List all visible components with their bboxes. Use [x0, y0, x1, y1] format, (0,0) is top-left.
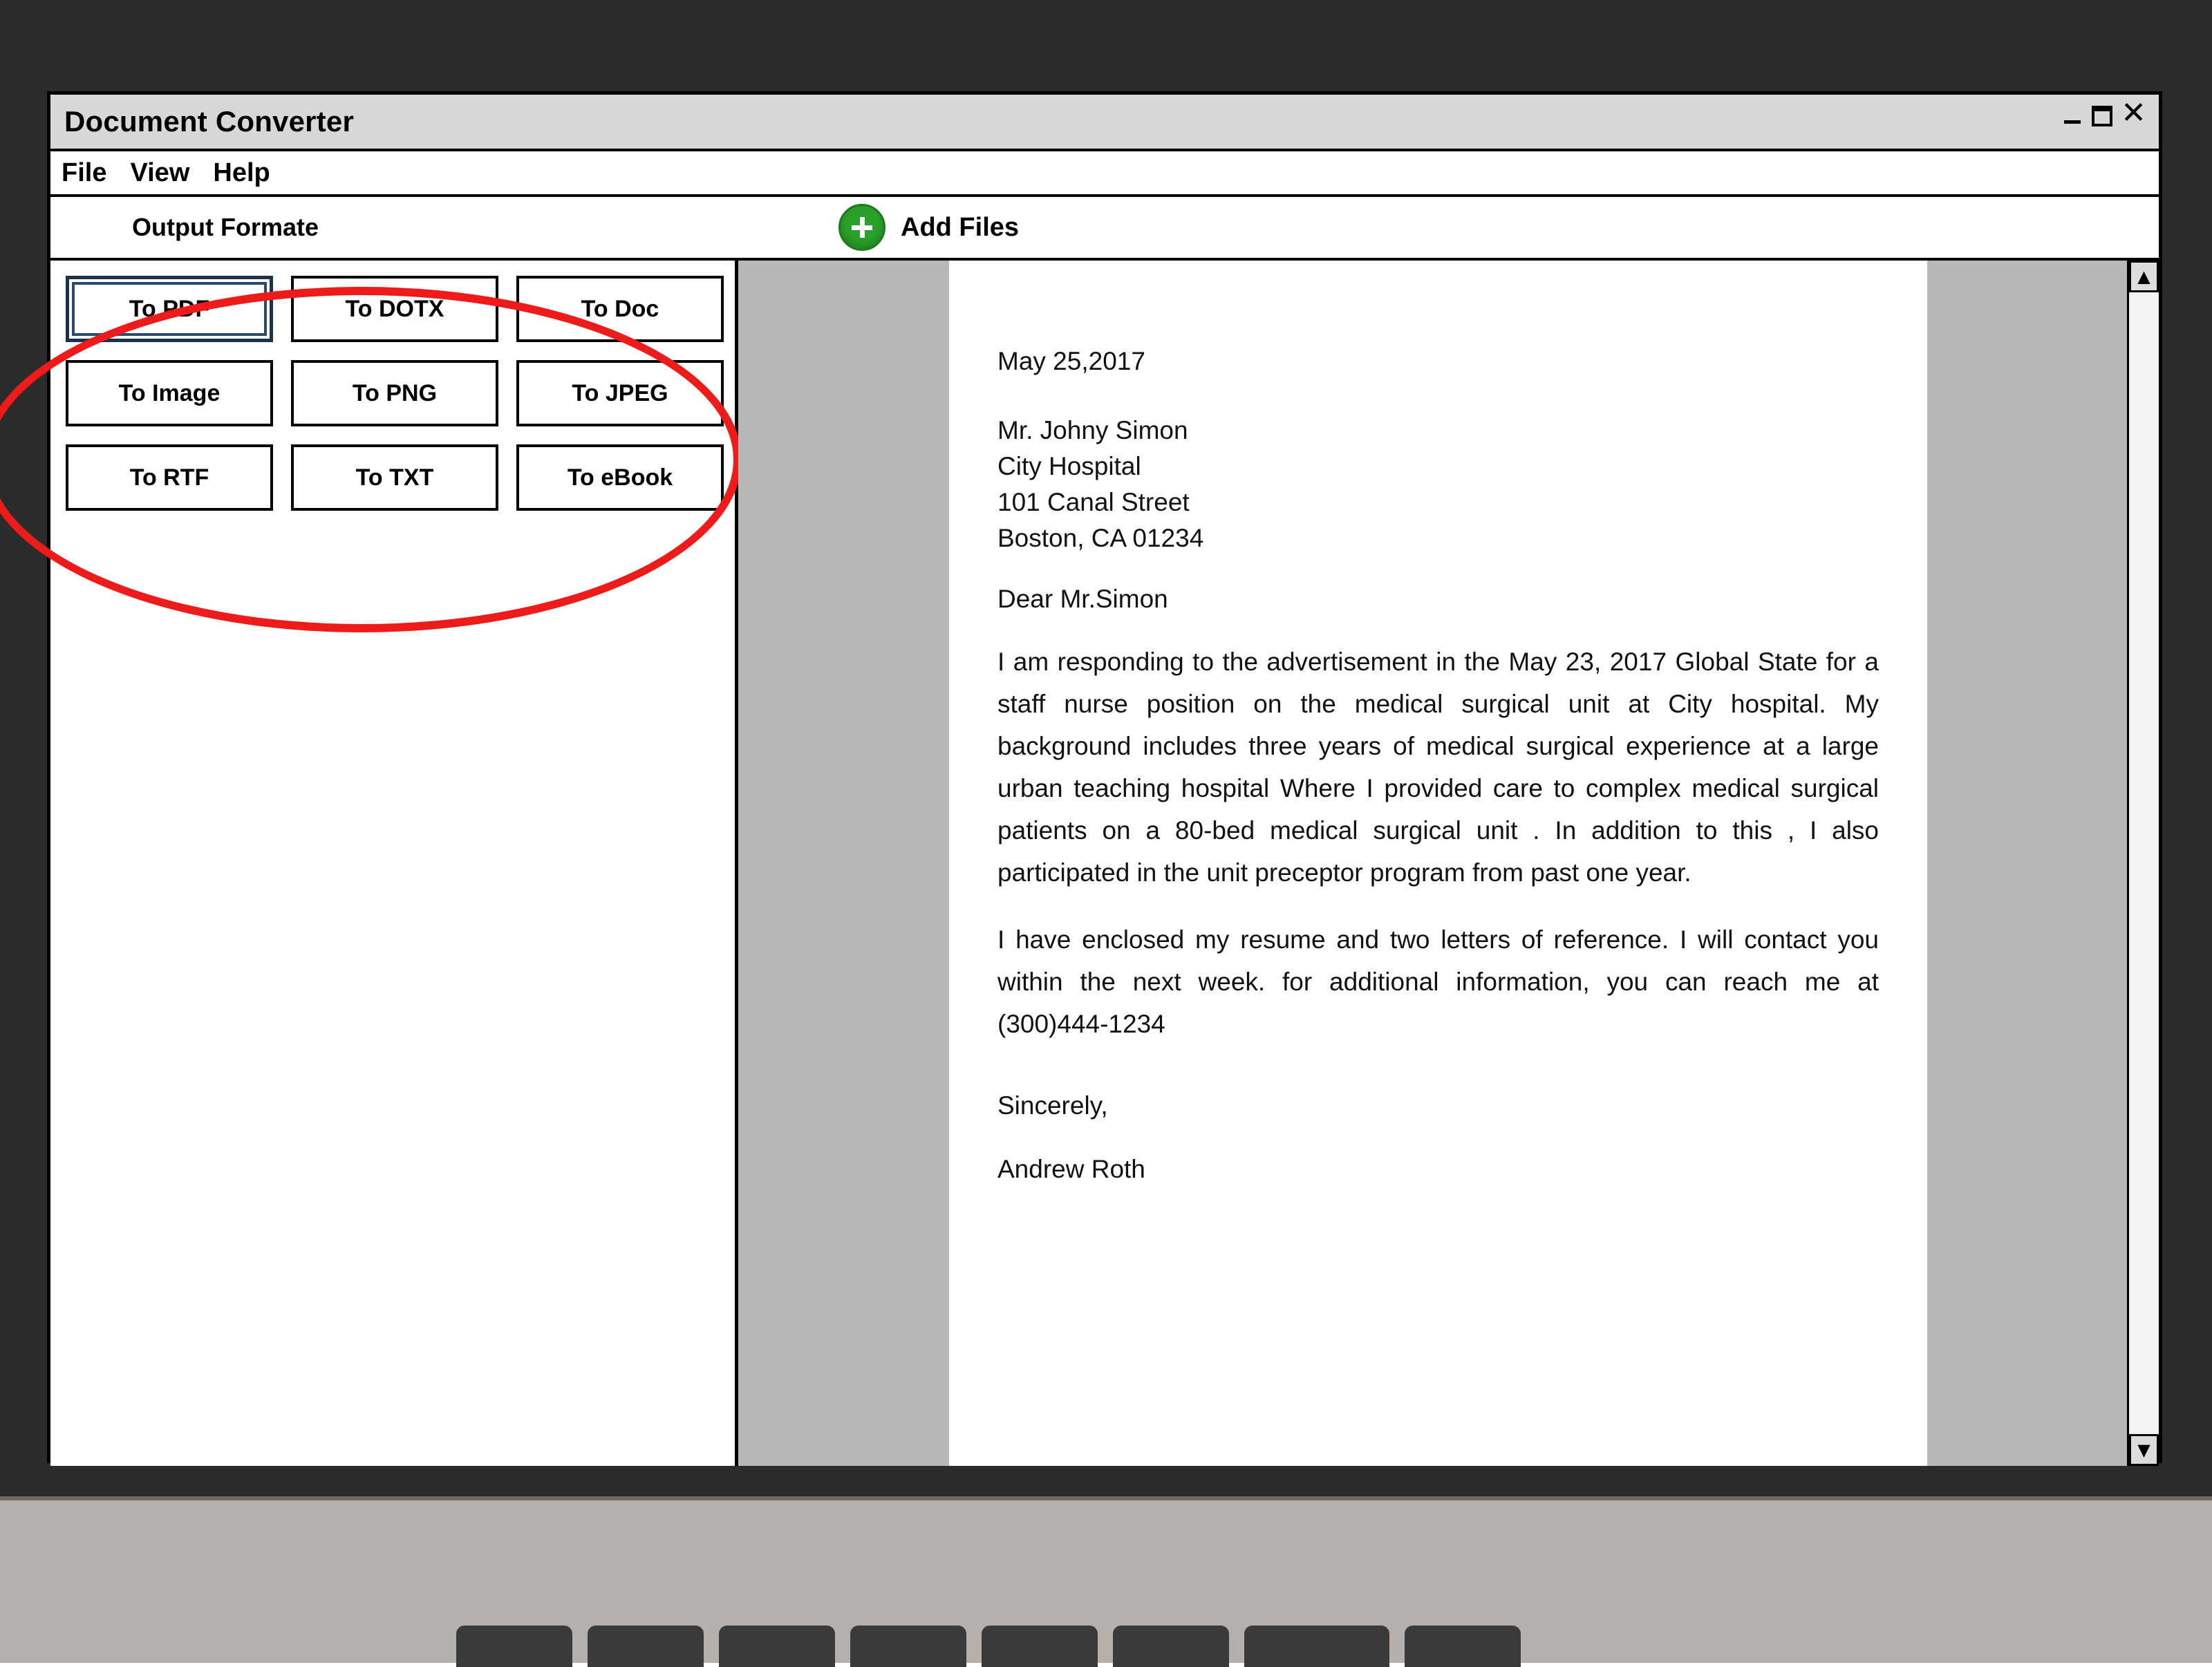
keyboard-key — [1113, 1626, 1229, 1667]
scroll-up-icon[interactable]: ▲ — [2129, 261, 2159, 292]
title-bar — [50, 95, 2159, 151]
format-button-to-txt[interactable]: To TXT — [291, 444, 498, 511]
preview-scrollbar[interactable] — [2127, 261, 2159, 1466]
document-address — [997, 413, 1879, 556]
document-converter-window — [47, 91, 2162, 1463]
plus-circle-icon — [838, 204, 885, 251]
maximize-icon[interactable] — [2092, 106, 2112, 126]
format-button-to-ebook[interactable]: To eBook — [516, 444, 724, 511]
format-button-to-jpeg[interactable]: To JPEG — [516, 360, 724, 426]
format-row — [66, 444, 735, 511]
keyboard-key — [588, 1626, 704, 1667]
keyboard-key — [850, 1626, 966, 1667]
menu-item-view[interactable]: View — [130, 158, 190, 187]
keyboard-key — [456, 1626, 572, 1667]
document-paragraph-1: I am responding to the advertisement in the May 23, 2017 Global State for a staff nurse position on the medical surgical unit at City hospital. My background includes three years of medical surgical experience at a large urban teaching hospital Where I provided care to complex medical surgical patients on a 80-bed medical surgical unit . In addition to this , I also participated in the unit preceptor program from past one year. — [997, 648, 1879, 887]
output-formats-panel — [50, 261, 738, 1466]
document-preview-panel — [738, 261, 2159, 1466]
format-button-to-image[interactable]: To Image — [66, 360, 273, 426]
address-line: Mr. Johny Simon — [997, 416, 1188, 444]
menu-item-file[interactable]: File — [62, 158, 107, 187]
keyboard-key — [1405, 1626, 1521, 1667]
close-icon[interactable]: ✕ — [2121, 95, 2146, 131]
add-files-label: Add Files — [901, 212, 1020, 242]
document-signature: Andrew Roth — [997, 1155, 1145, 1183]
menu-bar — [50, 151, 2159, 197]
document-date: May 25,2017 — [997, 347, 1145, 375]
minimize-icon[interactable] — [2063, 104, 2083, 128]
page-title: Document Converter — [64, 105, 355, 138]
format-button-to-dotx[interactable]: To DOTX — [291, 276, 498, 342]
main-area — [50, 261, 2159, 1466]
add-files-button[interactable] — [838, 204, 1019, 251]
scroll-down-icon[interactable]: ▼ — [2129, 1434, 2159, 1466]
keyboard-row — [456, 1626, 1590, 1667]
format-button-to-rtf[interactable]: To RTF — [66, 444, 273, 511]
format-row — [66, 276, 735, 342]
output-formats-label: Output Formate — [132, 213, 319, 241]
format-button-to-pdf[interactable]: To PDF — [66, 276, 273, 342]
document-page — [949, 261, 1927, 1466]
address-line: City Hospital — [997, 452, 1141, 480]
toolbar — [50, 197, 2159, 261]
document-paragraph-2: I have enclosed my resume and two letters of reference. I will contact you within the next week. for additional information, you can reach me at (300)444-1234 — [997, 925, 1879, 1038]
keyboard-key — [982, 1626, 1098, 1667]
format-button-to-png[interactable]: To PNG — [291, 360, 498, 426]
address-line: Boston, CA 01234 — [997, 524, 1204, 552]
document-salutation: Dear Mr.Simon — [997, 585, 1168, 613]
scroll-track[interactable] — [2129, 292, 2159, 1434]
format-button-to-doc[interactable]: To Doc — [516, 276, 724, 342]
format-row — [66, 360, 735, 426]
menu-item-help[interactable]: Help — [213, 158, 270, 187]
address-line: 101 Canal Street — [997, 488, 1190, 516]
keyboard-key — [719, 1626, 835, 1667]
window-controls — [2063, 95, 2146, 131]
keyboard-key — [1244, 1626, 1389, 1667]
document-closing: Sincerely, — [997, 1091, 1108, 1120]
